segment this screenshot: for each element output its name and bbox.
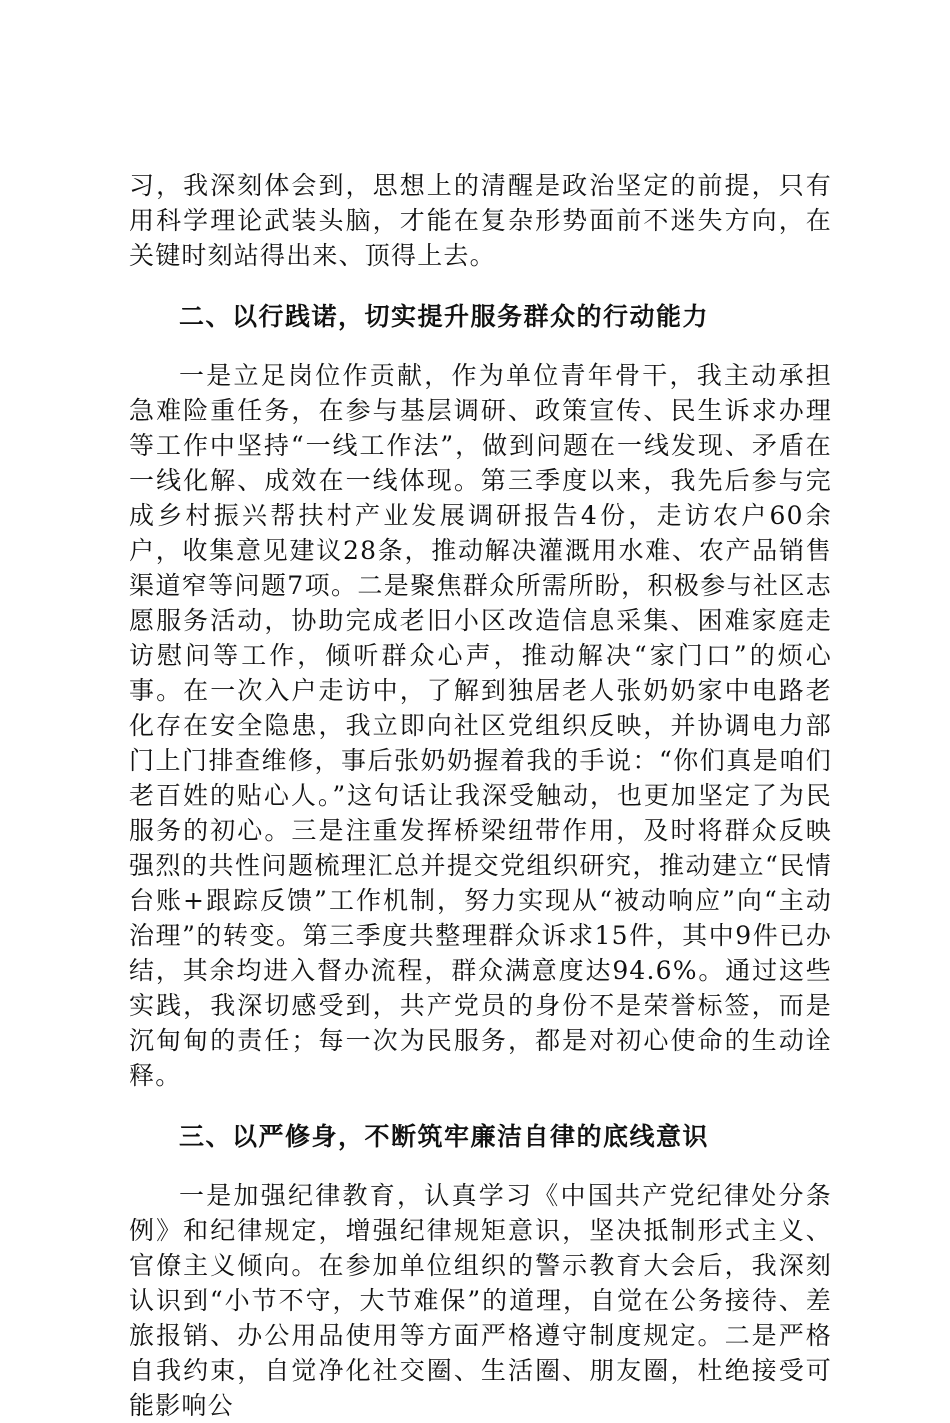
section-heading-3: 三、以严修身，不断筑牢廉洁自律的底线意识 [179, 1122, 710, 1151]
section-heading-2: 二、以行践诺，切实提升服务群众的行动能力 [179, 302, 710, 331]
section-2-paragraph: 一是立足岗位作贡献，作为单位青年骨干，我主动承担急难险重任务，在参与基层调研、政策宣传、民生诉求办理等工作中坚持“一线工作法”，做到问题在一线发现、矛盾在一线化解、成效在一线体现。第三季度以来，我先后参与完成乡村振兴帮扶村产业发展调研报告4份，走访农户60余户，收集意见建议28条，推动解决灌溉用水难、农产品销售渠道窄等问题7项。二是聚焦群众所需所盼，积极参与社区志愿服务活动，协助完成老旧小区改造信息采集、困难家庭走访慰问等工作，倾听群众心声，推动解决“家门口”的烦心事。在一次入户走访中，了解到独居老人张奶奶家中电路老化存在安全隐患，我立即向社区党组织反映，并协调电力部门上门排查维修，事后张奶奶握着我的手说：“你们真是咱们老百姓的贴心人。”这句话让我深受触动，也更加坚定了为民服务的初心。三是注重发挥桥梁纽带作用，及时将群众反映强烈的共性问题梳理汇总并提交党组织研究，推动建立“民情台账+跟踪反馈”工作机制，努力实现从“被动响应”向“主动治理”的转变。第三季度共整理群众诉求15件，其中9件已办结，其余均进入督办流程，群众满意度达94.6%。通过这些实践，我深切感受到，共产党员的身份不是荣誉标签，而是沉甸甸的责任；每一次为民服务，都是对初心使命的生动诠释。 [129, 361, 832, 1090]
continuation-paragraph: 习，我深刻体会到，思想上的清醒是政治坚定的前提，只有用科学理论武装头脑，才能在复杂形势面前不迷失方向，在关键时刻站得出来、顶得上去。 [129, 171, 832, 270]
section-3-paragraph: 一是加强纪律教育，认真学习《中国共产党纪律处分条例》和纪律规定，增强纪律规矩意识，坚决抵制形式主义、官僚主义倾向。在参加单位组织的警示教育大会后，我深刻认识到“小节不守，大节难保”的道理，自觉在公务接待、差旅报销、办公用品使用等方面严格遵守制度规定。二是严格自我约束，自觉净化社交圈、生活圈、朋友圈，杜绝接受可能影响公 [129, 1181, 832, 1420]
document-body [129, 168, 832, 1423]
